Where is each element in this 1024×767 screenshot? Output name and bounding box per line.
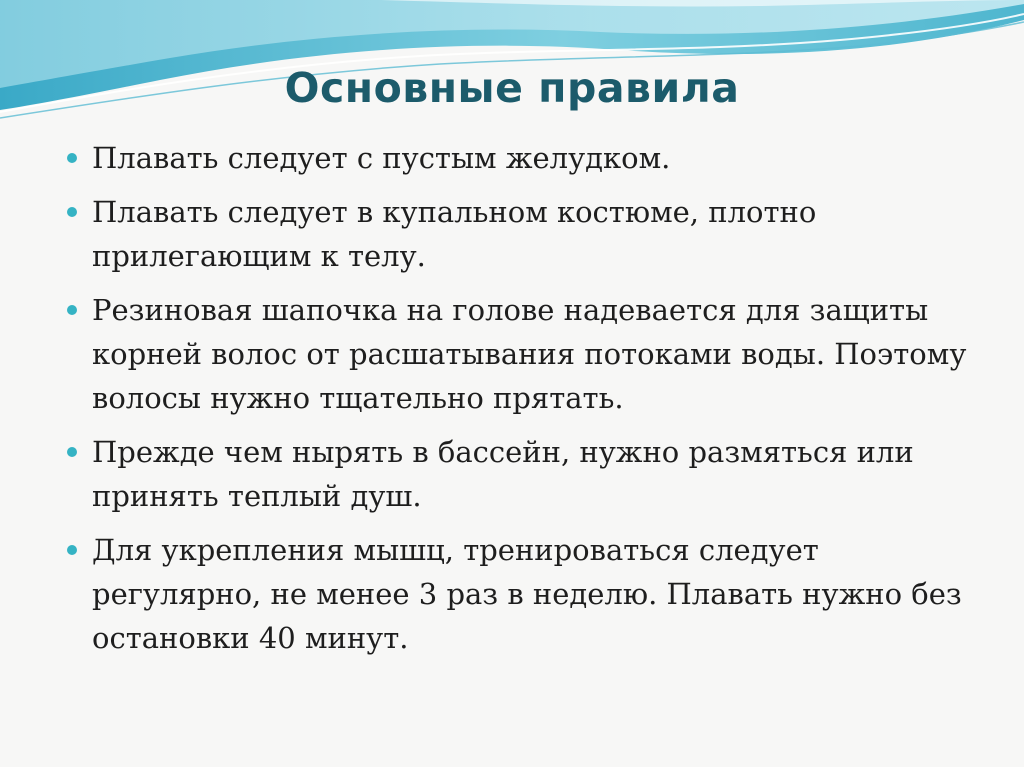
bullet-item: [64, 288, 984, 420]
bullet-item: [64, 430, 984, 518]
bullet-item: [64, 528, 984, 660]
bullet-dot-icon: [67, 545, 77, 555]
bullet-text: Плавать следует с пустым желудком.: [92, 141, 671, 175]
bullet-item: [64, 190, 984, 278]
bullet-dot-icon: [67, 305, 77, 315]
bullet-dot-icon: [67, 447, 77, 457]
slide-title: Основные правила: [284, 64, 740, 112]
bullet-text: Для укрепления мышц, тренироваться следует регулярно, не менее 3 раз в неделю. Плавать нужно без остановки 40 минут.: [92, 533, 962, 655]
bullet-item: [64, 136, 984, 180]
bullet-text: Прежде чем нырять в бассейн, нужно размяться или принять теплый душ.: [92, 435, 914, 513]
bullet-list: [64, 136, 984, 670]
bullet-text: Плавать следует в купальном костюме, плотно прилегающим к телу.: [92, 195, 817, 273]
bullet-dot-icon: [67, 207, 77, 217]
bullet-dot-icon: [67, 153, 77, 163]
bullet-text: Резиновая шапочка на голове надевается для защиты корней волос от расшатывания потоками воды. Поэтому волосы нужно тщательно прятать.: [92, 293, 967, 415]
